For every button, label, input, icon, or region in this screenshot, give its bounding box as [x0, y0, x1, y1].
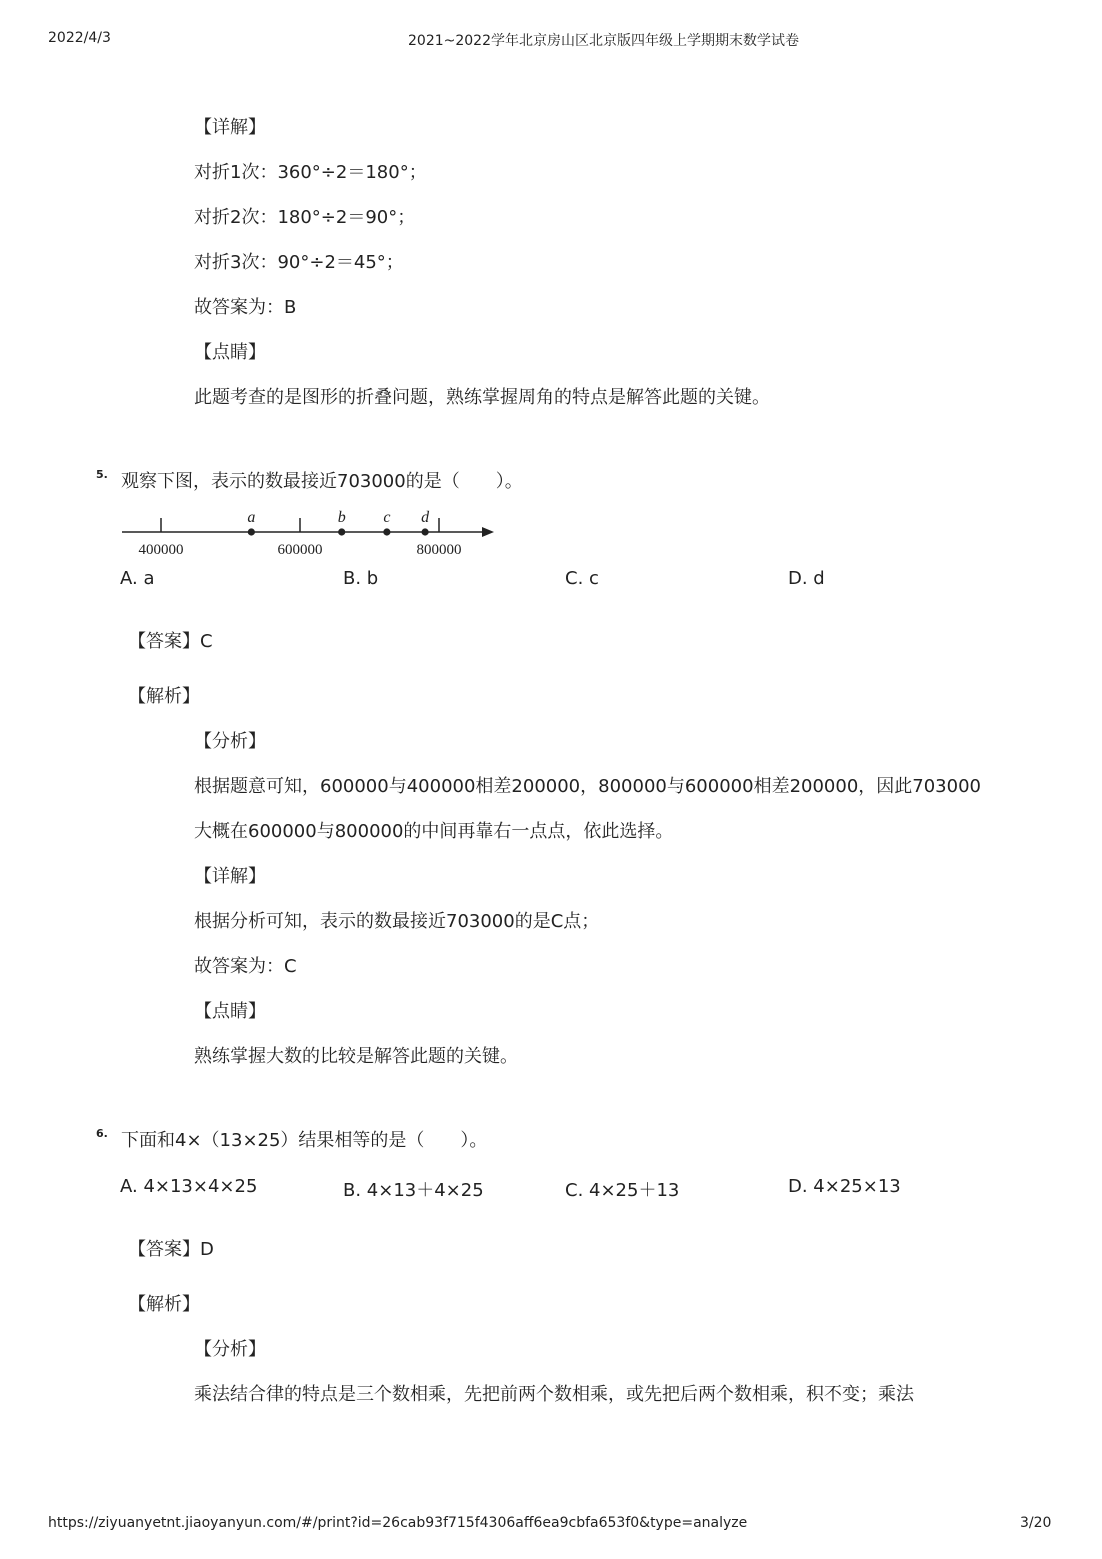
- number-line-figure: [118, 504, 498, 560]
- number-line-point-label: c: [383, 509, 391, 526]
- number-line-point-label: a: [247, 509, 256, 526]
- q6-answer: 【答案】D: [128, 1239, 214, 1260]
- q5-option-b[interactable]: B. b: [343, 568, 379, 589]
- q4-detail-label: 【详解】: [194, 117, 266, 138]
- q5-fenxi-label: 【分析】: [194, 731, 266, 752]
- footer-url[interactable]: https://ziyuanyetnt.jiaoyanyun.com/#/print?id=26cab93f715f4306aff6ea9cbfa653f0&type=analyze: [48, 1515, 748, 1531]
- q5-detail-line: 故答案为：C: [194, 956, 297, 977]
- number-line-tick-label: 600000: [277, 542, 323, 558]
- q5-fenxi-line: 根据题意可知，600000与400000相差200000，800000与600000相差200000，因此703000: [194, 776, 981, 797]
- number-line-point: [422, 528, 429, 535]
- page-number: 3/20: [1020, 1515, 1052, 1531]
- q5-option-a[interactable]: A. a: [120, 568, 155, 589]
- q5-fenxi-line: 大概在600000与800000的中间再靠右一点点，依此选择。: [194, 821, 674, 842]
- q4-point-text: 此题考查的是图形的折叠问题，熟练掌握周角的特点是解答此题的关键。: [194, 387, 770, 408]
- q6-fenxi-label: 【分析】: [194, 1339, 266, 1360]
- q5-detail-line: 根据分析可知，表示的数最接近703000的是C点；: [194, 911, 600, 932]
- q5-option-c[interactable]: C. c: [565, 568, 599, 589]
- number-line-point: [248, 528, 255, 535]
- q5-option-d[interactable]: D. d: [788, 568, 825, 589]
- q6-option-c[interactable]: C. 4×25＋13: [565, 1180, 680, 1201]
- q5-stem: 观察下图，表示的数最接近703000的是（ ）。: [121, 471, 523, 492]
- q4-detail-line: 对折3次：90°÷2＝45°；: [194, 252, 404, 273]
- q5-number: 5.: [96, 468, 108, 481]
- q5-point-label: 【点睛】: [194, 1001, 266, 1022]
- number-line-point: [338, 528, 345, 535]
- q4-detail-line: 对折2次：180°÷2＝90°；: [194, 207, 416, 228]
- document-title: 2021~2022学年北京房山区北京版四年级上学期期末数学试卷: [408, 33, 799, 49]
- number-line-tick-label: 400000: [138, 542, 184, 558]
- q6-option-d[interactable]: D. 4×25×13: [788, 1176, 901, 1197]
- number-line-tick-label: 800000: [416, 542, 462, 558]
- q6-fenxi-text: 乘法结合律的特点是三个数相乘，先把前两个数相乘，或先把后两个数相乘，积不变；乘法: [194, 1384, 914, 1405]
- q5-answer: 【答案】C: [128, 631, 213, 652]
- q6-number: 6.: [96, 1127, 108, 1140]
- number-line-arrow: [482, 527, 494, 537]
- q4-answer-line: 故答案为：B: [194, 297, 297, 318]
- q5-detail-label: 【详解】: [194, 866, 266, 887]
- q6-option-a[interactable]: A. 4×13×4×25: [120, 1176, 258, 1197]
- print-date: 2022/4/3: [48, 30, 111, 46]
- number-line-point-label: b: [337, 509, 346, 526]
- q6-stem: 下面和4×（13×25）结果相等的是（ ）。: [121, 1130, 488, 1151]
- q6-option-b[interactable]: B. 4×13＋4×25: [343, 1180, 484, 1201]
- q4-detail-line: 对折1次：360°÷2＝180°；: [194, 162, 427, 183]
- q5-analysis-label: 【解析】: [128, 686, 200, 707]
- q5-point-text: 熟练掌握大数的比较是解答此题的关键。: [194, 1046, 518, 1067]
- q4-point-label: 【点睛】: [194, 342, 266, 363]
- q6-analysis-label: 【解析】: [128, 1294, 200, 1315]
- number-line-point: [383, 528, 390, 535]
- number-line-point-label: d: [421, 509, 430, 526]
